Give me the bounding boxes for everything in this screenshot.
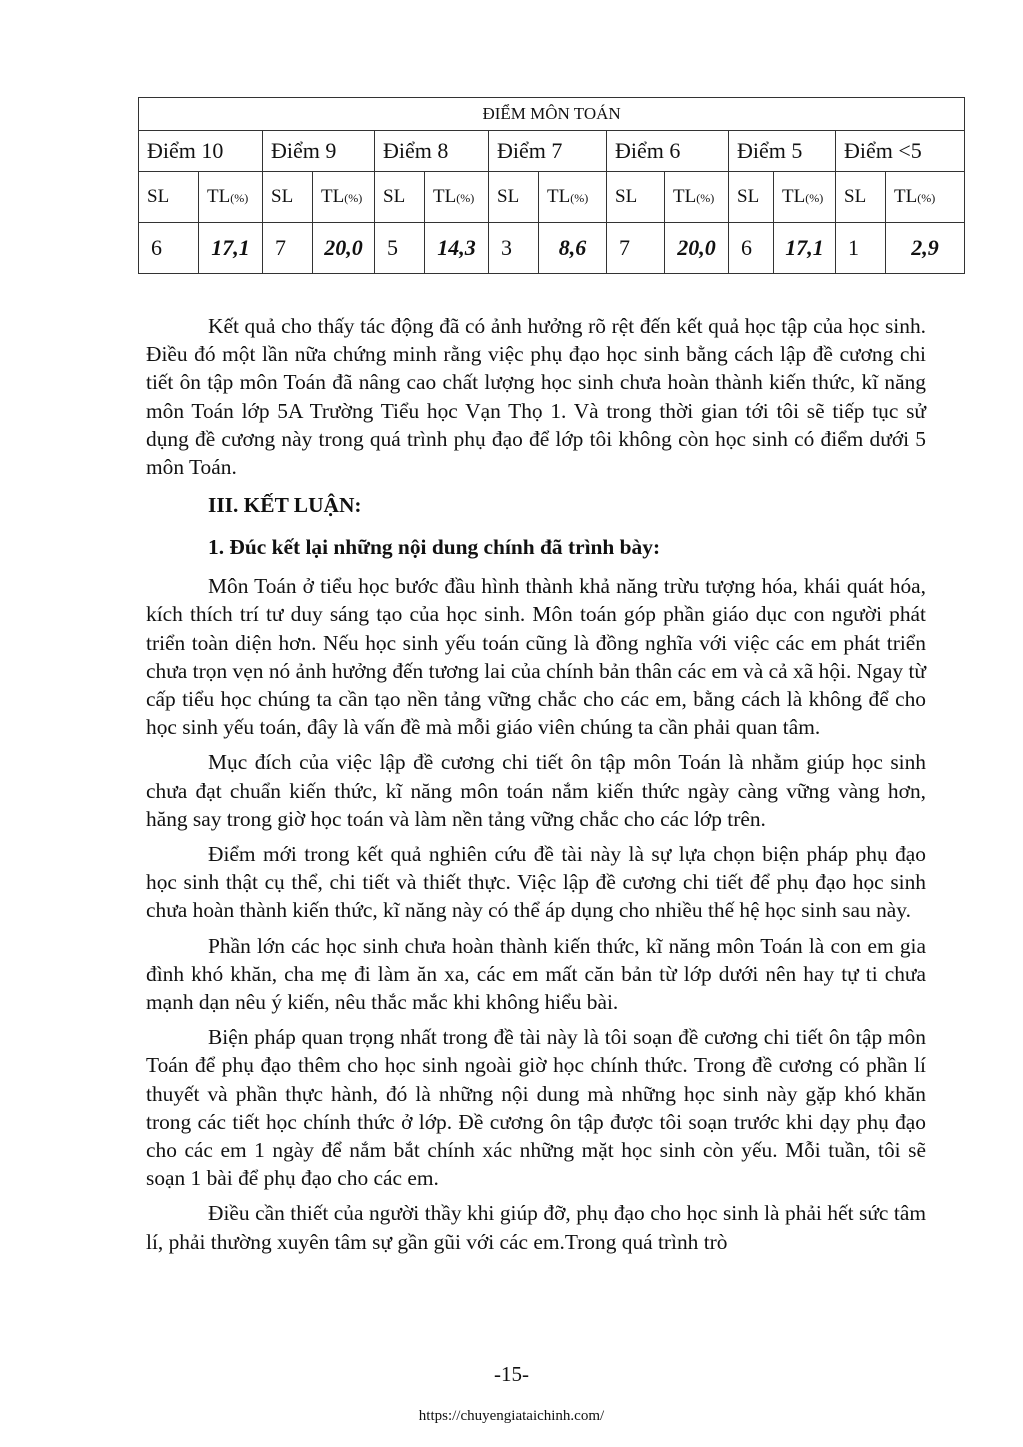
grade-header: Điểm <5 [836, 131, 965, 172]
grade-header-row [139, 131, 965, 172]
page-number: -15- [494, 1362, 529, 1386]
sl-value: 7 [263, 223, 313, 274]
tl-label: TL [547, 186, 571, 207]
tl-value: 20,0 [313, 223, 375, 274]
percent-label: (%) [456, 191, 475, 205]
percent-label: (%) [917, 191, 936, 205]
tl-value: 14,3 [425, 223, 489, 274]
sl-header: SL [836, 172, 886, 223]
sl-header: SL [489, 172, 539, 223]
tl-header [665, 172, 729, 223]
body-text [146, 312, 926, 1263]
sl-header: SL [263, 172, 313, 223]
percent-label: (%) [805, 191, 824, 205]
tl-value: 17,1 [199, 223, 263, 274]
paragraph-novelty: Điểm mới trong kết quả nghiên cứu đề tài này là sự lựa chọn biện pháp phụ đạo học sinh thật cụ thể, chi tiết và thiết thực. Việc lập đề cương chi tiết để phụ đạo học sinh chưa hoàn thành kiến thức, kĩ năng này có thể áp dụng cho nhiều thế hệ học sinh sau này. [146, 842, 926, 923]
sl-value: 3 [489, 223, 539, 274]
tl-header [886, 172, 965, 223]
sl-value: 5 [375, 223, 425, 274]
sl-value: 6 [729, 223, 774, 274]
grade-header: Điểm 10 [139, 131, 263, 172]
grade-header: Điểm 7 [489, 131, 607, 172]
grade-header: Điểm 5 [729, 131, 836, 172]
tl-label: TL [673, 186, 697, 207]
paragraph-math-role: Môn Toán ở tiểu học bước đầu hình thành khả năng trừu tượng hóa, khái quát hóa, kích thích trí tư duy sáng tạo của học sinh. Môn toán góp phần giáo dục con người phát triển toàn diện hơn. Nếu học sinh yếu toán cũng là đồng nghĩa với việc các em phát triển chưa trọn vẹn nó ảnh hưởng đến tương lai của chính bản thân các em và cả xã hội. Ngay từ cấp tiểu học chúng ta cần tạo nền tảng vững chắc cho các em, bằng cách là không để cho học sinh yếu toán, đây là vấn đề mà mỗi giáo viên chúng ta cần phải quan tâm. [146, 574, 926, 740]
sl-header: SL [607, 172, 665, 223]
tl-header [313, 172, 375, 223]
tl-header [199, 172, 263, 223]
grade-header: Điểm 8 [375, 131, 489, 172]
table-title: ĐIỂM MÔN TOÁN [139, 98, 965, 131]
grade-header: Điểm 9 [263, 131, 375, 172]
percent-label: (%) [344, 191, 363, 205]
tl-header [774, 172, 836, 223]
sl-header: SL [139, 172, 199, 223]
paragraph-results: Kết quả cho thấy tác động đã có ảnh hưởng rõ rệt đến kết quả học tập của học sinh. Điều đó một lần nữa chứng minh rằng việc phụ đạo học sinh bằng cách lập đề cương chi tiết ôn tập môn Toán đã nâng cao chất lượng học sinh chưa hoàn thành kiến thức, kĩ năng môn Toán lớp 5A Trường Tiểu học Vạn Thọ 1. Và trong thời gian tới tôi sẽ tiếp tục sử dụng đề cương này trong quá trình phụ đạo để lớp tôi không còn học sinh có điểm dưới 5 môn Toán. [146, 314, 926, 480]
section-heading: III. KẾT LUẬN: [208, 493, 362, 518]
tl-header [539, 172, 607, 223]
tl-header [425, 172, 489, 223]
percent-label: (%) [570, 191, 589, 205]
sl-value: 1 [836, 223, 886, 274]
footer-url: https://chuyengiataichinh.com/ [418, 1408, 605, 1424]
tl-label: TL [207, 186, 231, 207]
column-header-row [139, 172, 965, 223]
paragraph-purpose: Mục đích của việc lập đề cương chi tiết ôn tập môn Toán là nhằm giúp học sinh chưa đạt chuẩn kiến thức, kĩ năng môn toán nắm kiến thức ngày càng vững vàng hơn, hăng say trong giờ học toán và làm nền tảng vững chắc cho các lớp trên. [146, 750, 926, 831]
sl-value: 7 [607, 223, 665, 274]
tl-value: 2,9 [886, 223, 965, 274]
subsection-heading: 1. Đúc kết lại những nội dung chính đã trình bày: [208, 535, 661, 560]
tl-label: TL [894, 186, 918, 207]
tl-value: 20,0 [665, 223, 729, 274]
paragraph-teacher: Điều cần thiết của người thầy khi giúp đỡ, phụ đạo cho học sinh là phải hết sức tâm lí, phải thường xuyên tâm sự gần gũi với các em.Trong quá trình trò [146, 1201, 926, 1254]
sl-header: SL [375, 172, 425, 223]
tl-label: TL [782, 186, 806, 207]
tl-label: TL [321, 186, 345, 207]
sl-value: 6 [139, 223, 199, 274]
grade-header: Điểm 6 [607, 131, 729, 172]
paragraph-key-measure: Biện pháp quan trọng nhất trong đề tài này là tôi soạn đề cương chi tiết ôn tập môn Toán để phụ đạo thêm cho học sinh ngoài giờ học chính thức. Trong đề cương có phần lí thuyết và phần thực hành, đó là những nội dung mà những học sinh này gặp khó khăn trong các tiết học chính thức ở lớp. Đề cương ôn tập được tôi soạn trước khi dạy phụ đạo cho các em 1 ngày để nắm bắt chính xác những mặt học sinh còn yếu. Mỗi tuần, tôi sẽ soạn 1 bài để phụ đạo cho các em. [146, 1025, 926, 1191]
tl-value: 8,6 [539, 223, 607, 274]
value-row [139, 223, 965, 274]
percent-label: (%) [696, 191, 715, 205]
tl-label: TL [433, 186, 457, 207]
percent-label: (%) [230, 191, 249, 205]
tl-value: 17,1 [774, 223, 836, 274]
sl-header: SL [729, 172, 774, 223]
score-table [138, 97, 965, 274]
paragraph-students: Phần lớn các học sinh chưa hoàn thành kiến thức, kĩ năng môn Toán là con em gia đình khó khăn, cha mẹ đi làm ăn xa, các em mất căn bản từ lớp dưới nên hay tự ti chưa mạnh dạn nêu ý kiến, nêu thắc mắc khi không hiểu bài. [146, 933, 926, 1015]
